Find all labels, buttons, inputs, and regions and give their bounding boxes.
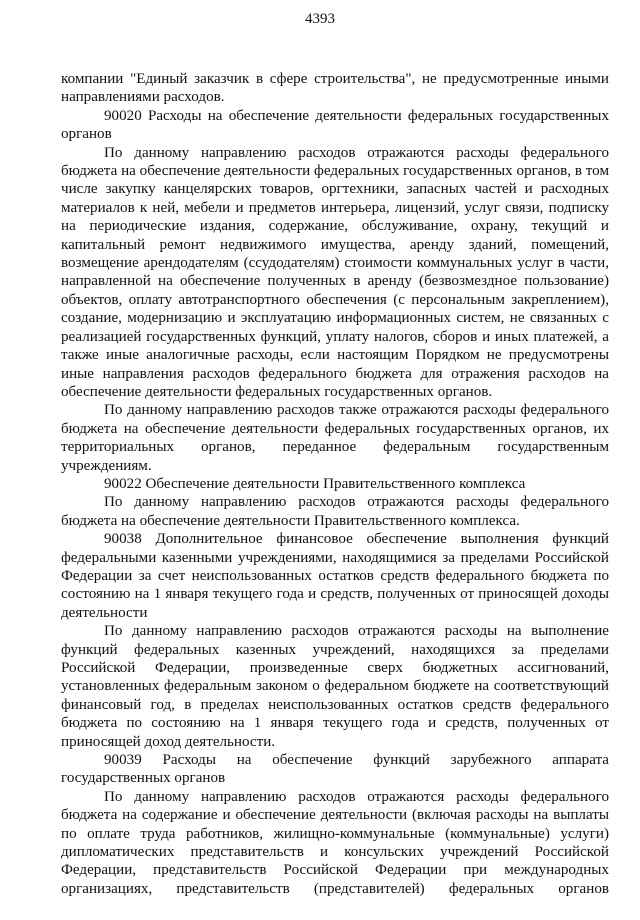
- heading-90022: 90022 Обеспечение деятельности Правительственного комплекса: [104, 475, 526, 492]
- paragraph-90038-description: По данному направлению расходов отражаются расходы на выполнение функций федеральных казенных учреждений, находящихся за пределами Российской Федерации, произведенные сверх бюджетных ассигнований, установленных федеральным законом о федеральном бюджете на соответствующий финансовый год, в пределах неиспользованных остатков средств федерального бюджета по состоянию на 1 января текущего года и средств, полученных от приносящей доход деятельности.: [61, 623, 609, 750]
- heading-90020: 90020 Расходы на обеспечение деятельности федеральных государственных органов: [61, 107, 609, 143]
- heading-90039: 90039 Расходы на обеспечение функций зарубежного аппарата государственных органов: [61, 752, 609, 787]
- paragraph-90039-description: По данному направлению расходов отражаются расходы федерального бюджета на содержание и обеспечение деятельности (включая расходы на выплаты по оплате труда работников, жилищно-коммунальные (коммунальные) услуги) дипломатических представительств и консульских учреждений Российской Федерации, представительств Российской Федерации при международных организациях, представительств (представителей) федеральных органов: [61, 788, 609, 897]
- paragraph-90022-description: По данному направлению расходов отражаются расходы федерального бюджета на обеспечение деятельности Правительственного комплекса.: [61, 494, 609, 529]
- paragraph-continuation: компании "Единый заказчик в сфере строительства", не предусмотренные иными направлениями расходов.: [61, 71, 609, 106]
- document-body: [61, 70, 609, 898]
- paragraph-90020-additional: По данному направлению расходов также отражаются расходы федерального бюджета на обеспечение деятельности федеральных государственных органов, их территориальных органов, переданное федеральным государственным учреждениям.: [61, 402, 609, 474]
- heading-90038: 90038 Дополнительное финансовое обеспечение выполнения функций федеральными казенными учреждениями, находящимися за пределами Российской Федерации за счет неиспользованных остатков средств федерального бюджета по состоянию на 1 января текущего года и средств, полученных от приносящей доходы деятельности: [61, 531, 609, 621]
- paragraph-90020-description: По данному направлению расходов отражаются расходы федерального бюджета на обеспечение деятельности федеральных государственных органов, в том числе закупку канцелярских товаров, оргтехники, запасных частей и расходных материалов к ней, мебели и предметов интерьера, лицензий, услуг связи, подписку на периодические издания, содержание, обслуживание, охрану, текущий и капитальный ремонт недвижимого имущества, аренду зданий, помещений, возмещение арендодателям (ссудодателям) стоимости коммунальных услуг в части, направленной на обеспечение полученных в аренду (безвозмездное пользование) объектов, оплату автотранспортного обеспечения (с персональным закреплением), создание, модернизацию и эксплуатацию информационных систем, не связанных с реализацией государственных функций, уплату налогов, сборов и иных платежей, а также иные аналогичные расходы, если настоящим Порядком не предусмотрены иные направления расходов федерального бюджета для отражения расходов на обеспечение деятельности федеральных государственных органов.: [61, 144, 609, 400]
- page-number: 4393: [305, 11, 335, 27]
